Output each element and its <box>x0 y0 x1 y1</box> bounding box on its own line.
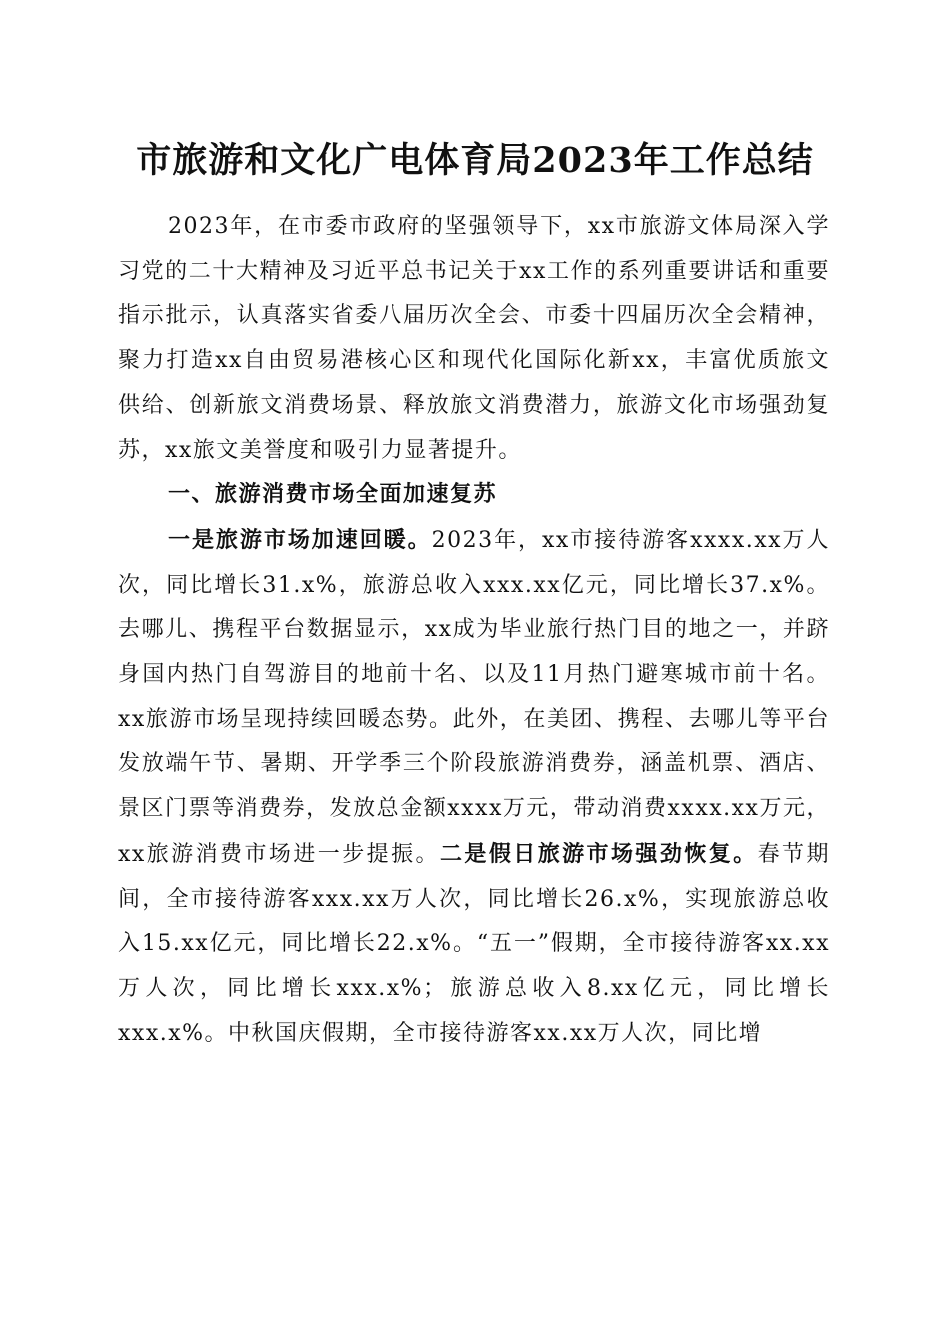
section-paragraph <box>118 518 830 1056</box>
paragraph-lead-1: 一是旅游市场加速回暖。 <box>168 526 432 553</box>
intro-paragraph: 2023年，在市委市政府的坚强领导下，xx市旅游文体局深入学习党的二十大精神及习近平总书记关于xx工作的系列重要讲话和重要指示批示，认真落实省委八届历次全会、市委十四届历次全会精神，聚力打造xx自由贸易港核心区和现代化国际化新xx，丰富优质旅文供给、创新旅文消费场景、释放旅文消费潜力，旅游文化市场强劲复苏，xx旅文美誉度和吸引力显著提升。 <box>118 214 830 463</box>
document-title: 市旅游和文化广电体育局2023年工作总结 <box>136 140 814 181</box>
paragraph-text-2: 春节期间，全市接待游客xxx.xx万人次，同比增长26.x%，实现旅游总收入15.xx亿元，同比增长22.x%。“五一”假期，全市接待游客xx.xx万人次，同比增长xxx.x%；旅游总收入8.xx亿元，同比增长xxx.x%。中秋国庆假期，全市接待游客xx.xx万人次，同比增 <box>118 841 830 1046</box>
paragraph-lead-2: 二是假日旅游市场强劲恢复。 <box>439 840 758 867</box>
paragraph-text-1: 2023年，xx市接待游客xxxx.xx万人次，同比增长31.x%，旅游总收入xxx.xx亿元，同比增长37.x%。去哪儿、携程平台数据显示，xx成为毕业旅行热门目的地之一，并跻身国内热门自驾游目的地前十名、以及11月热门避寒城市前十名。xx旅游市场呈现持续回暖态势。此外，在美团、携程、去哪儿等平台发放端午节、暑期、开学季三个阶段旅游消费券，涵盖机票、酒店、景区门票等消费券，发放总金额xxxx万元，带动消费xxxx.xx万元，xx旅游消费市场进一步提振。 <box>118 527 830 867</box>
document-body <box>118 205 830 1056</box>
section-heading: 一、旅游消费市场全面加速复苏 <box>168 482 498 508</box>
